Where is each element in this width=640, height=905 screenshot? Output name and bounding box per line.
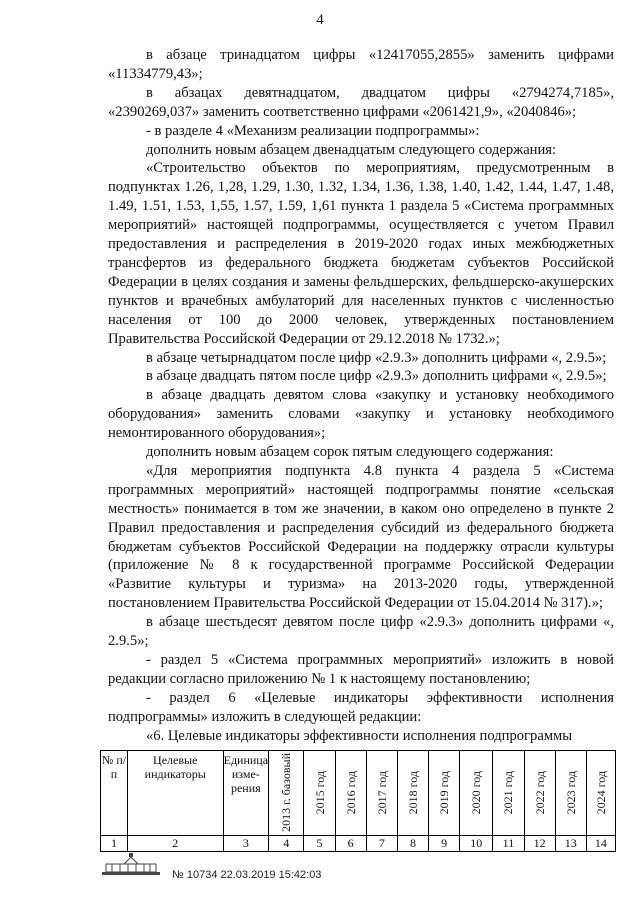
table-header — [586, 751, 615, 836]
table-header — [493, 751, 524, 836]
table-header-text: 2022 год — [532, 770, 547, 815]
table-cell: 4 — [269, 835, 304, 851]
registration-stamp: № 10734 22.03.2019 15:42:03 — [172, 869, 322, 881]
paragraph: в абзаце четырнадцатом после цифр «2.9.3» дополнить цифрами «, 2.9.5»; — [146, 349, 607, 366]
paragraph: в абзаце двадцать девятом слова «закупку и установку необходимого оборудования» заменить словами «закупку и установку необходимого немонтированного оборудования»; — [108, 387, 614, 442]
section-heading: «6. Целевые индикаторы эффективности исполнения подпрограммы — [146, 727, 573, 744]
table-header-text: 2016 год — [343, 770, 358, 815]
table-row — [101, 835, 616, 851]
table-header-text: 2018 год — [405, 770, 420, 815]
table-cell: 5 — [304, 835, 335, 851]
table-cell: 7 — [366, 835, 397, 851]
table-header — [366, 751, 397, 836]
table-header — [269, 751, 304, 836]
table-header-text: 2015 год — [312, 770, 327, 815]
table-cell: 1 — [101, 835, 128, 851]
table-header: Целевые индикаторы — [127, 751, 223, 836]
table-cell: 3 — [223, 835, 269, 851]
indicators-table — [100, 750, 616, 852]
paragraph: - раздел 5 «Система программных мероприятий» изложить в новой редакции согласно приложению № 1 к настоящему постановлению; — [108, 652, 614, 687]
page-number: 4 — [316, 12, 324, 28]
table-cell: 10 — [460, 835, 493, 851]
table-header: Единица изме-рения — [223, 751, 269, 836]
table-header — [304, 751, 335, 836]
paragraph: дополнить новым абзацем двенадцатым следующего содержания: — [146, 141, 557, 158]
table-header — [429, 751, 460, 836]
table-header — [460, 751, 493, 836]
table-header-text: 2019 год — [437, 770, 452, 815]
table-cell: 14 — [586, 835, 615, 851]
paragraph: «Строительство объектов по мероприятиям, предусмотренным в подпунктах 1.26, 1,28, 1.29, 1.30, 1.32, 1.34, 1.36, 1.38, 1.40, 1.42, 1.44, 1.47, 1.48, 1.49, 1.51, 1.53, 1,55, 1.57, 1.59, 1,61 пункта 1 раздела 5 «Система программных мероприятий» настоящей подпрограммы, осуществляется с учетом Правил предоставления и распределения в 2019-2020 годах иных межбюджетных трансфертов из федерального бюджета бюджетам субъектов Российской Федерации в целях создания и замены фельдшерских, фельдшерско-акушерских пунктов и врачебных амбулаторий для населенных пунктов с численностью населения от 100 до 2000 человек, утвержденных постановлением Правительства Российской Федерации от 29.12.2018 № 1732.»; — [108, 160, 614, 347]
table-cell: 11 — [493, 835, 524, 851]
table-header — [335, 751, 366, 836]
table-header-text: 2020 год — [469, 770, 484, 815]
page-footer — [100, 852, 620, 892]
table-header — [524, 751, 555, 836]
table-cell: 8 — [397, 835, 428, 851]
paragraph: «Для мероприятия подпункта 4.8 пункта 4 раздела 5 «Система программных мероприятий» настоящей подпрограммы понятие «сельская местность» понимается в том же значении, в каком оно определено в пункте 2 Правил предоставления и распределения субсидий из федерального бюджета бюджетам субъектов Российской Федерации на поддержку отрасли культуры (приложение № 8 к государственной программе Российской Федерации «Развитие культуры и туризма» на 2013-2020 годы, утвержденной постановлением Правительства Российской Федерации от 15.04.2014 № 317).»; — [108, 462, 614, 612]
table-cell: 12 — [524, 835, 555, 851]
table-header-row — [101, 751, 616, 836]
document-body — [108, 46, 614, 746]
table-header-text: 2023 год — [563, 770, 578, 815]
paragraph: в абзаце двадцать пятом после цифр «2.9.3» дополнить цифрами «, 2.9.5»; — [146, 368, 607, 385]
table-header — [555, 751, 586, 836]
table-cell: 2 — [127, 835, 223, 851]
table-cell: 9 — [429, 835, 460, 851]
table-cell: 6 — [335, 835, 366, 851]
table-header-text: 2013 г. базовый — [279, 753, 294, 832]
paragraph: дополнить новым абзацем сорок пятым следующего содержания: — [146, 444, 554, 461]
paragraph: - раздел 6 «Целевые индикаторы эффективности исполнения подпрограммы» изложить в следующей редакции: — [108, 689, 614, 725]
table-header-text: 2024 год — [593, 770, 608, 815]
paragraph: в абзаце шестьдесят девятом после цифр «2.9.3» дополнить цифрами «, 2.9.5»; — [108, 614, 614, 650]
table-header-text: 2017 год — [374, 770, 389, 815]
paragraph: в абзаце тринадцатом цифры «12417055,2855» заменить цифрами «11334779,43»; — [108, 47, 614, 82]
paragraph: в абзацах девятнадцатом, двадцатом цифры «2794274,7185», «2390269,037» заменить соответственно цифрами «2061421,9», «2040846»; — [108, 84, 614, 120]
building-emblem-icon — [100, 852, 162, 878]
table-header — [397, 751, 428, 836]
paragraph: - в разделе 4 «Механизм реализации подпрограммы»: — [146, 122, 480, 139]
table-header: № п/п — [101, 751, 128, 836]
table-header-text: 2021 год — [501, 770, 516, 815]
table-cell: 13 — [555, 835, 586, 851]
